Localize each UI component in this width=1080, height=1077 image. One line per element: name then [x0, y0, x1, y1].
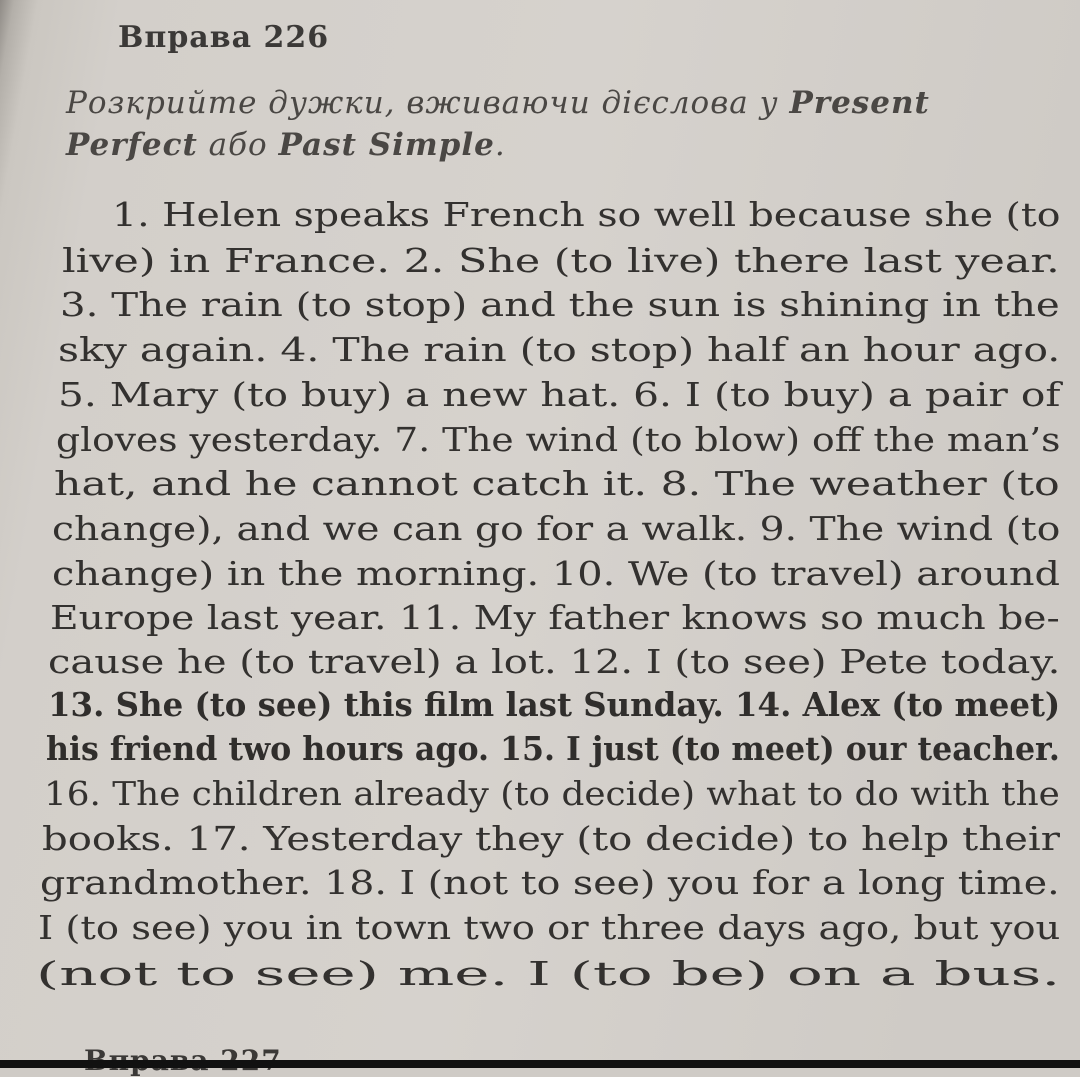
exercise-line-16: grandmother. 18. I (not to see) you for a long time.	[40, 863, 1060, 902]
exercise-line-14: 16. The children already (to decide) what to do with the	[44, 774, 1060, 813]
exercise-line-9: change) in the morning. 10. We (to travel) around	[52, 554, 1061, 593]
exercise-line-15: books. 17. Yesterday they (to decide) to help their	[42, 819, 1060, 858]
exercise-line-10: Europe last year. 11. My father knows so much be-	[50, 598, 1060, 637]
exercise-line-8: change), and we can go for a walk. 9. The wind (to	[52, 509, 1061, 548]
instructions-text-2: або	[197, 127, 279, 163]
exercise-title: Вправа 226	[118, 20, 330, 55]
exercise-line-5: 5. Mary (to buy) a new hat. 6. I (to buy) a pair of	[58, 375, 1061, 414]
exercise-line-2: live) in France. 2. She (to live) there last year.	[62, 241, 1060, 280]
instructions-tense-past-simple: Past Simple	[278, 127, 495, 163]
exercise-line-17: I (to see) you in town two or three days ago, but you	[38, 908, 1061, 947]
exercise-line-1: 1. Helen speaks French so well because she (to	[112, 195, 1061, 234]
exercise-line-3: 3. The rain (to stop) and the sun is shining in the	[60, 285, 1060, 324]
exercise-line-13: his friend two hours ago. 15. I just (to meet) our teacher.	[46, 729, 1060, 768]
instructions-text-1: Розкрийте дужки, вживаючи дієслова у	[66, 85, 790, 121]
exercise-instructions	[66, 82, 1066, 166]
exercise-line-4: sky again. 4. The rain (to stop) half an hour ago.	[58, 330, 1061, 369]
exercise-line-7: hat, and he cannot catch it. 8. The weather (to	[54, 464, 1060, 503]
instructions-text-3: .	[494, 127, 506, 163]
exercise-line-6: gloves yesterday. 7. The wind (to blow) off the man’s	[56, 420, 1061, 459]
instructions-tense-present-perfect: Present Perfect	[66, 85, 930, 163]
screen-bottom-bar	[0, 1060, 1080, 1068]
exercise-line-12: 13. She (to see) this film last Sunday. 14. Alex (to meet)	[48, 685, 1061, 724]
exercise-line-11: cause he (to travel) a lot. 12. I (to see) Pete today.	[48, 642, 1061, 681]
exercise-line-18: (not to see) me. I (to be) on a bus.	[36, 954, 1061, 993]
